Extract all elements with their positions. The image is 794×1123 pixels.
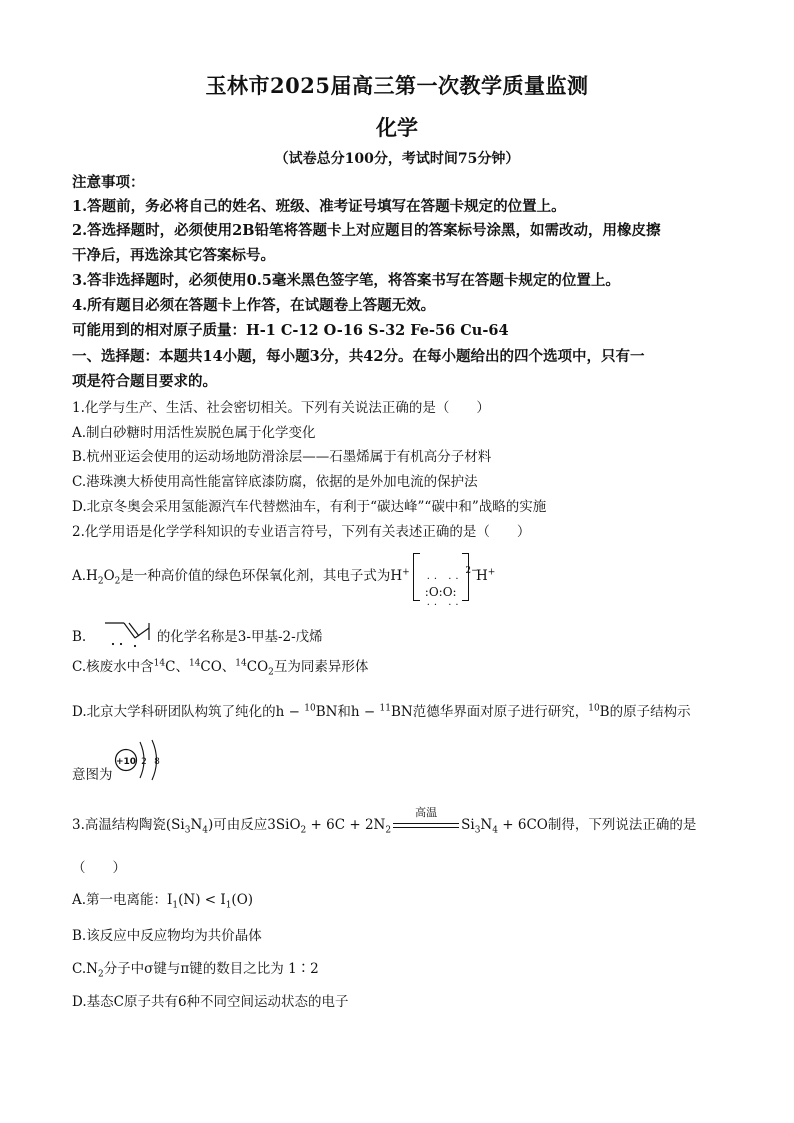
subject-title: 化学 — [376, 115, 418, 140]
q3-option-a: A.第一电离能：$I_1(N) < I_1(O)$ — [72, 892, 254, 911]
atomic-structure-diagram — [112, 738, 172, 782]
q3-option-c: $C.N_2$分子中σ键与π键的数目之比为 1∶2 — [72, 961, 319, 980]
notice-item: 4.所有题目必须在答题卡上作答，在试题卷上答题无效。 — [72, 297, 436, 314]
q2-option-d-cont: 意图为 — [72, 767, 113, 783]
exam-info: （试卷总分100分，考试时间75分钟） — [274, 151, 520, 167]
q2-option-b: B. 的化学名称是3-甲基-2-戊烯 — [72, 620, 323, 650]
q2-option-c: C.核废水中含$^{14}$C、$^{14}$CO、$^{14}CO_2$互为同素异形体 — [72, 658, 369, 678]
q3-answer-bracket: （ ） — [72, 860, 126, 876]
q3-stem: 3.高温结构陶瓷$(Si_3N_4)$可由反应$3SiO_2 + 6C + 2N_2$ 高温 $Si_3N_4 + 6CO$制得，下列说法正确的是 — [72, 805, 697, 836]
skeletal-formula-diagram — [91, 620, 153, 650]
nucleus-charge: +10 — [115, 757, 137, 767]
q3-option-b: B.该反应中反应物均为共价晶体 — [72, 928, 262, 944]
q2-option-a: $A.H_2O_2$是一种高价值的绿色环保氧化剂，其电子式为H+ ·· ·· :O:O: ·· ·· 2− H+ — [72, 552, 495, 601]
reaction-condition-equals: 高温 — [393, 819, 459, 833]
q3-option-d: D.基态C原子共有6种不同空间运动状态的电子 — [72, 994, 349, 1010]
notice-item: 干净后，再选涂其它答案标号。 — [72, 247, 275, 264]
q1-stem: 1.化学与生产、生活、社会密切相关。下列有关说法正确的是（ ） — [72, 400, 490, 416]
section-heading: 一、选择题：本题共14小题，每小题3分，共42分。在每小题给出的四个选项中，只有一 — [72, 348, 645, 365]
q1-option-a: A.制白砂糖时用活性炭脱色属于化学变化 — [72, 425, 316, 441]
section-heading-cont: 项是符合题目要求的。 — [72, 373, 217, 390]
notice-heading: 注意事项： — [72, 174, 145, 191]
exam-title: 玉林市2025届高三第一次教学质量监测 — [205, 73, 589, 98]
q1-option-c: C.港珠澳大桥使用高性能富锌底漆防腐，依据的是外加电流的保护法 — [72, 474, 478, 490]
notice-item: 2.答选择题时，必须使用2B铅笔将答题卡上对应题目的答案标号涂黑，如需改动，用橡皮擦 — [72, 222, 661, 239]
notice-item: 3.答非选择题时，必须使用0.5毫米黑色签字笔，将答案书写在答题卡规定的位置上。 — [72, 272, 620, 289]
q2-stem: 2.化学用语是化学学科知识的专业语言符号，下列有关表述正确的是（ ） — [72, 524, 531, 540]
atomic-mass-line: 可能用到的相对原子质量：H-1 C-12 O-16 S-32 Fe-56 Cu-64 — [72, 322, 509, 339]
q1-option-b: B.杭州亚运会使用的运动场地防滑涂层——石墨烯属于有机高分子材料 — [72, 449, 492, 465]
q2-option-d: D.北京大学科研团队构筑了纯化的h − $^{10}$BN和h − $^{11}$BN范德华界面对原子进行研究，$^{10}$B的原子结构示 — [72, 703, 691, 720]
q1-option-d: D.北京冬奥会采用氢能源汽车代替燃油车，有利于“碳达峰”“碳中和”战略的实施 — [72, 499, 547, 515]
shell-2-count: 8 — [154, 757, 160, 767]
electron-formula-bracket: ·· ·· :O:O: ·· ·· 2− — [413, 553, 469, 601]
shell-1-count: 2 — [141, 757, 147, 767]
notice-item: 1.答题前，务必将自己的姓名、班级、准考证号填写在答题卡规定的位置上。 — [72, 198, 566, 215]
